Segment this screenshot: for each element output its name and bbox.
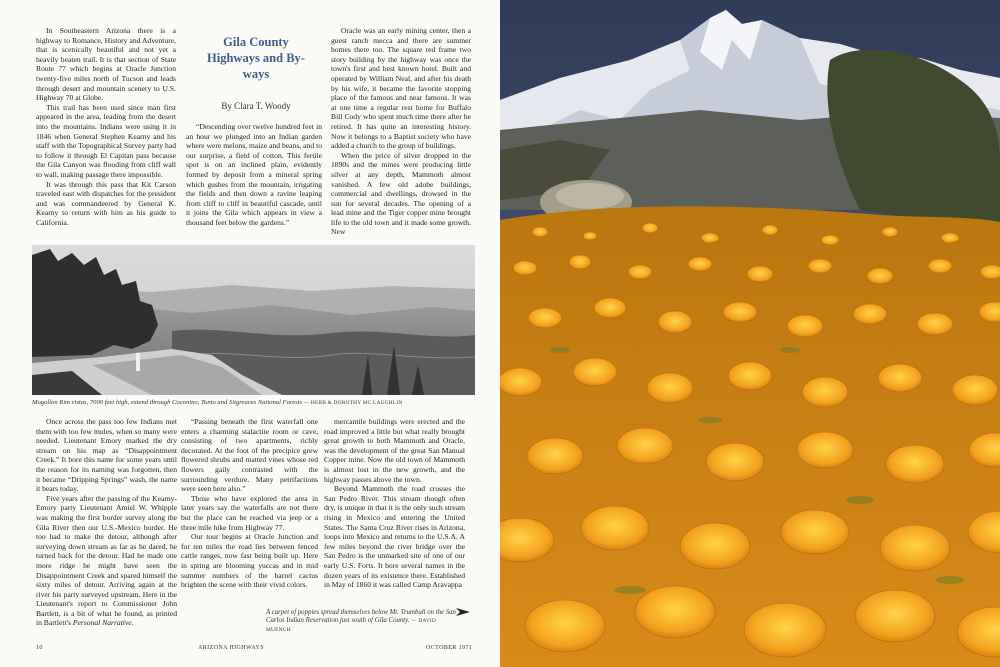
- paragraph: This trail has been used since man first appeared in the area, leading from the desert into the mountains. Indians were using it in 1846 when General Stephen Kearny and his staff with the Topographical Survey party had to follow it through El Capitan pass because the Gila Canyon was flooding from cliff wall to wall, making passage there impossible.: [36, 102, 176, 179]
- paragraph: In Southeastern Arizona there is a highway to Romance, History and Adventure, that is scenically beautiful and not yet a heavily beaten trail. It is that section of State Route 77 which begins at Oracle Junction twenty-five miles north of Tucson and leads through desert and mountain scenery to U.S. Highway 70 at Globe.: [36, 26, 176, 103]
- caption-text: Mogollon Rim vistas, 7000 feet high, extend through Coconino, Tonto and Sitgreaves National Forests: [32, 399, 303, 406]
- article-title: Gila County Highways and By-ways: [207, 35, 305, 81]
- intro-column: [36, 26, 176, 227]
- paragraph: mercantile buildings were erected and the road improved a little but what really brought great growth to both Mammoth and Oracle, was the development of the great San Manual Copper mine. Now the old town of Mammoth is almost lost in the new growth, and the highway passes above the town.: [324, 417, 465, 484]
- lower-left-column: [36, 417, 177, 628]
- paragraph-text: Five years after the passing of the Kearny-Emory party Lieutenant Amiel W. Whipple was making the first border survey along the Gila River then our U.S.-Mexico border. He too had to make the detour, although after surveying down stream as far as he dared, he turned back for the detour. Had he made one more ridge he might have seen the Disappointment Creek and spared himself the sixty miles of detour. Arriving again at the river his party surveyed upstream. Here in the Lieutenant's report to Commissioner John Bartlett, is a bit of what he found, as printed in Bartlett's: [36, 493, 177, 628]
- lower-right-column: [324, 417, 465, 590]
- book-title: Personal Narrative.: [72, 618, 134, 628]
- mogollon-rim-photo: [32, 245, 475, 395]
- paragraph: Oracle was an early mining center, then a guest ranch mecca and there are summer homes there too. The square red frame two story building by the highway was once the town's first and best known hotel. Built and operated by William Neal, and after his death by his wife, it became the favorite stopping place of the famous and near famous. It was at one time a regular rest home for Buffalo Bill Cody who spent much time there after he retired. It has quite an interesting history. Now it belongs to a Baptist society who have added a church to the group of buildings.: [331, 26, 471, 151]
- photo-caption: [32, 399, 492, 406]
- oracle-column: [331, 26, 471, 237]
- paragraph: Our tour begins at Oracle Junction and for ten miles the road lies between fenced cattle ranges, now fast being built up. Here in spring are blooming yuccas and in mid summer numbers of the barrel cactus brighten the scene with their vivid colors.: [181, 532, 318, 590]
- poppy-field-image: [500, 0, 1000, 667]
- magazine-name: ARIZONA HIGHWAYS: [198, 645, 265, 651]
- photo-credit: — HERB & DOROTHY MC LAUGHLIN: [303, 400, 403, 406]
- paragraph: [36, 494, 177, 628]
- paragraph: It was through this pass that Kit Carson traveled east with dispatches for the president and was commandeered by General K. Kearny to return with him as his guide to California.: [36, 179, 176, 227]
- landscape-image: [32, 245, 475, 395]
- paragraph: Beyond Mammoth the road crosses the San Pedro River. This stream though often dry, is unique in that it is the only such stream rising in Mexico and entering the United States. The Santa Cruz River rises in Arizona, loops into Mexico and returns to the U.S.A. A few miles beyond the river bridge over the San Pedro is the unmarked site of one of our early U.S. Forts. It bore several names in the dozen years of its existence there. Established in May of 1860 it was called Camp Aravappa: [324, 484, 465, 590]
- quote-column: [186, 122, 322, 228]
- lower-middle-column: [181, 417, 318, 590]
- paragraph: “Passing beneath the first waterfall one enters a charming stalactite room or cave, consisting of two apartments, richly decorated. At the foot of the precipice grew flowered shrubs and matted vines whose red flowers gaily contrasted with the surrounding verdure. Many petrifactions were seen here also.”: [181, 417, 318, 494]
- paragraph: Those who have explored the area in later years say the waterfalls are not there but the place can be reached via jeep or a three mile hike from Highway 77.: [181, 493, 318, 532]
- caption-text: A carpet of poppies spread themselves below Mt. Trumbull on the San Carlos Indian Reservation just south of Gila County.: [266, 609, 456, 625]
- paragraph: When the price of silver dropped in the 1890s and the mines were producing little silver at any depth, Mammoth almost vanished. A few old adobe buildings, commercial and dwellings, drowsed in the sun for several decades. The opening of a lead mine and the Tiger copper mine brought life to the old town and it made some growth. New: [331, 150, 471, 237]
- issue-date: OCTOBER 1971: [426, 645, 473, 651]
- byline: By Clara T. Woody: [221, 101, 291, 111]
- poppy-caption: [266, 609, 462, 634]
- arrow-right-icon: [456, 606, 470, 618]
- poppy-photo: [500, 0, 1000, 667]
- photo-credit: — DAVID MUENCH: [266, 618, 437, 633]
- page-number: 10: [36, 645, 43, 651]
- quote-paragraph: “Descending over twelve hundred feet in an hour we plunged into an Indian garden where were melons, maize and beans, and to our surprise, a field of cotton. This fertile spot is on an inclined plain, evidently formed by deposit from a mineral spring which gushes from the mountain, irrigating the fields and then down a ravine leaping from cliff to cliff in beautiful cascade, until it joins the Gila which appears in view a thousand feet below the gardens.”: [186, 122, 322, 227]
- paragraph: Once across the pass too few Indians met them with too few mules, when so many were needed. Lieutenant Emory marked the dry stream on his map as “Disappointment Creek.” It bore this name for some years until the reason for its naming was forgotten, then it became “Dripping Springs” wash, the name it bears today.: [36, 417, 177, 494]
